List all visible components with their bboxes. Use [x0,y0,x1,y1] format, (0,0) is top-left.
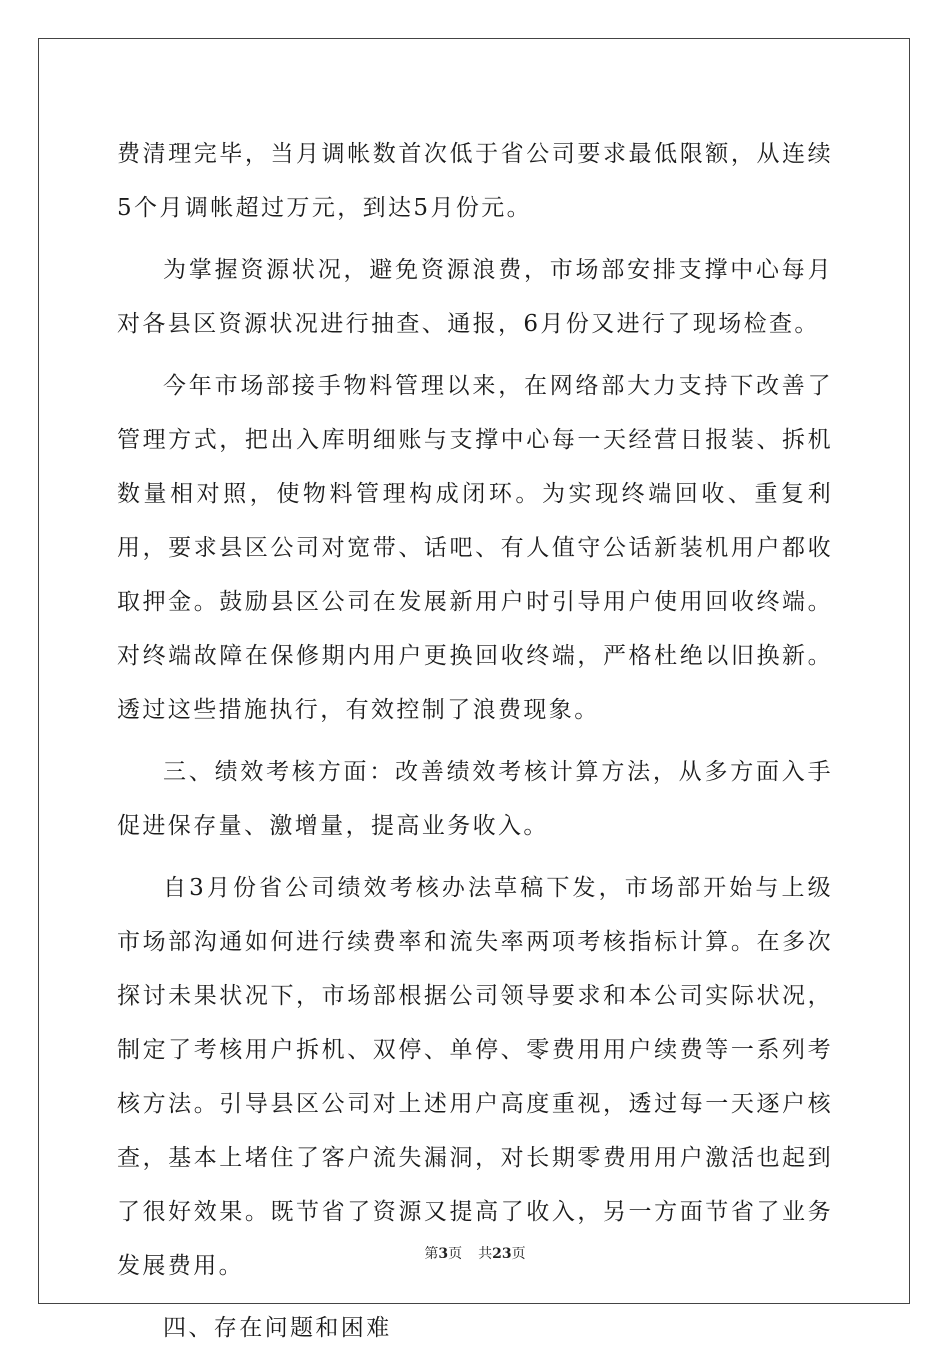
paragraph-resources: 为掌握资源状况，避免资源浪费，市场部安排支撑中心每月对各县区资源状况进行抽查、通报，6月份又进行了现场检查。 [117,257,833,337]
section-heading-problems: 四、存在问题和困难 [163,1315,392,1341]
total-label-prefix: 共 [478,1246,493,1262]
page-number: 3 [438,1246,449,1262]
section-heading-performance: 三、绩效考核方面：改善绩效考核计算方法，从多方面入手促进保存量、激增量，提高业务收入。 [117,759,833,839]
paragraph-continuation: 费清理完毕，当月调帐数首次低于省公司要求最低限额，从连续5个月调帐超过万元，到达5月份元。 [117,141,833,221]
total-pages: 23 [492,1246,512,1262]
page-footer [0,1244,950,1264]
total-label-suffix: 页 [511,1246,526,1262]
paragraph-assessment: 自3月份省公司绩效考核办法草稿下发，市场部开始与上级市场部沟通如何进行续费率和流失率两项考核指标计算。在多次探讨未果状况下，市场部根据公司领导要求和本公司实际状况，制定了考核用户拆机、双停、单停、零费用用户续费等一系列考核方法。引导县区公司对上述用户高度重视，透过每一天逐户核查，基本上堵住了客户流失漏洞，对长期零费用用户激活也起到了很好效果。既节省了资源又提高了收入，另一方面节省了业务发展费用。 [117,875,833,1279]
paragraph-materials: 今年市场部接手物料管理以来，在网络部大力支持下改善了管理方式，把出入库明细账与支撑中心每一天经营日报装、拆机数量相对照，使物料管理构成闭环。为实现终端回收、重复利用，要求县区公司对宽带、话吧、有人值守公话新装机用户都收取押金。鼓励县区公司在发展新用户时引导用户使用回收终端。对终端故障在保修期内用户更换回收终端，严格杜绝以旧换新。透过这些措施执行，有效控制了浪费现象。 [117,373,833,723]
page-label-suffix: 页 [448,1246,463,1262]
document-body [117,127,833,1363]
page-label-prefix: 第 [424,1246,439,1262]
